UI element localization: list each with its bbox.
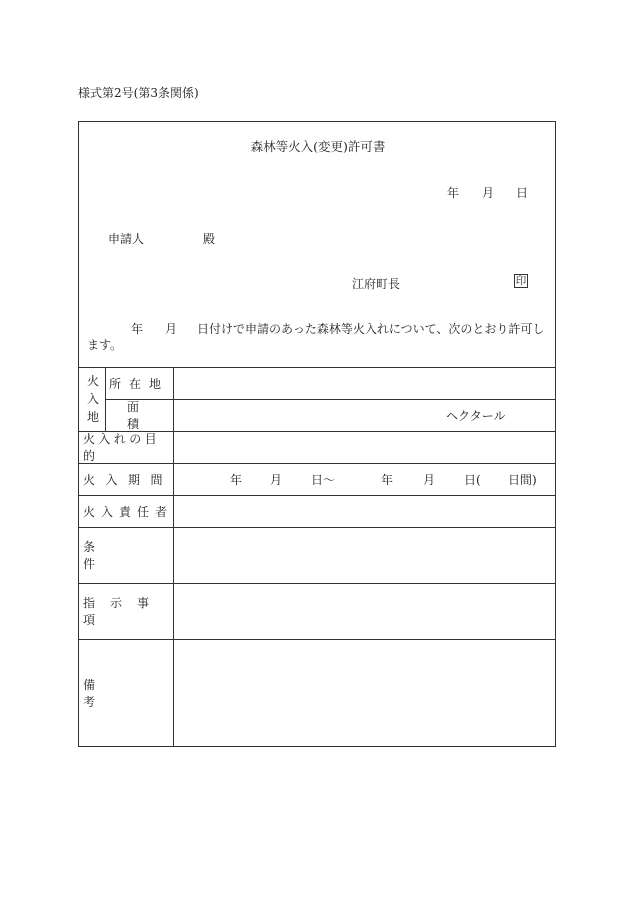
period-start-month: 月: [270, 472, 283, 487]
issuer-name: 江府町長: [352, 277, 401, 291]
location-value[interactable]: [174, 367, 555, 399]
form-title: 森林等火入(変更)許可書: [250, 139, 386, 154]
date-day: 日: [516, 186, 529, 200]
period-value[interactable]: [174, 463, 555, 495]
permit-form: [78, 121, 556, 747]
period-end-day: 日(: [464, 472, 481, 487]
date-month: 月: [482, 186, 495, 200]
applicant-label: 申請人: [108, 232, 145, 246]
area-value[interactable]: [174, 399, 555, 431]
responsible-value[interactable]: [174, 495, 555, 527]
responsible-label: 火入責任者: [83, 504, 174, 519]
statement-year: 年: [131, 322, 144, 336]
seal-mark: 印: [515, 275, 527, 287]
purpose-label: 火入れの目的: [83, 432, 161, 463]
conditions-label-char: 条件: [83, 540, 158, 571]
conditions-value[interactable]: [174, 527, 555, 583]
statement-month: 月: [165, 322, 178, 336]
instructions-label: 指示事項: [83, 596, 165, 627]
period-start-year: 年: [230, 472, 243, 487]
location-label: 所在地: [108, 376, 169, 391]
statement-text: 日付けで申請のあった森林等火入れについて、次のとおり許可します。: [87, 322, 545, 352]
form-reference: 様式第2号(第3条関係): [78, 86, 199, 100]
purpose-value[interactable]: [174, 431, 555, 463]
conditions-label: [83, 527, 169, 583]
remarks-label-text: 備考: [83, 678, 158, 709]
period-start-day: 日〜: [311, 472, 336, 487]
permit-statement: [87, 321, 549, 353]
applicant-honorific: 殿: [203, 232, 216, 246]
area-unit: ヘクタール: [446, 408, 506, 423]
period-days: 日間): [508, 472, 537, 487]
period-label: 火入期間: [83, 472, 174, 487]
site-group-label: 火入地: [87, 374, 100, 424]
remarks-value[interactable]: [174, 639, 555, 747]
period-end-month: 月: [423, 472, 436, 487]
remarks-label: [83, 639, 173, 747]
instructions-value[interactable]: [174, 583, 555, 639]
area-label: 面積: [127, 400, 164, 431]
date-year: 年: [447, 186, 460, 200]
period-end-year: 年: [381, 472, 394, 487]
